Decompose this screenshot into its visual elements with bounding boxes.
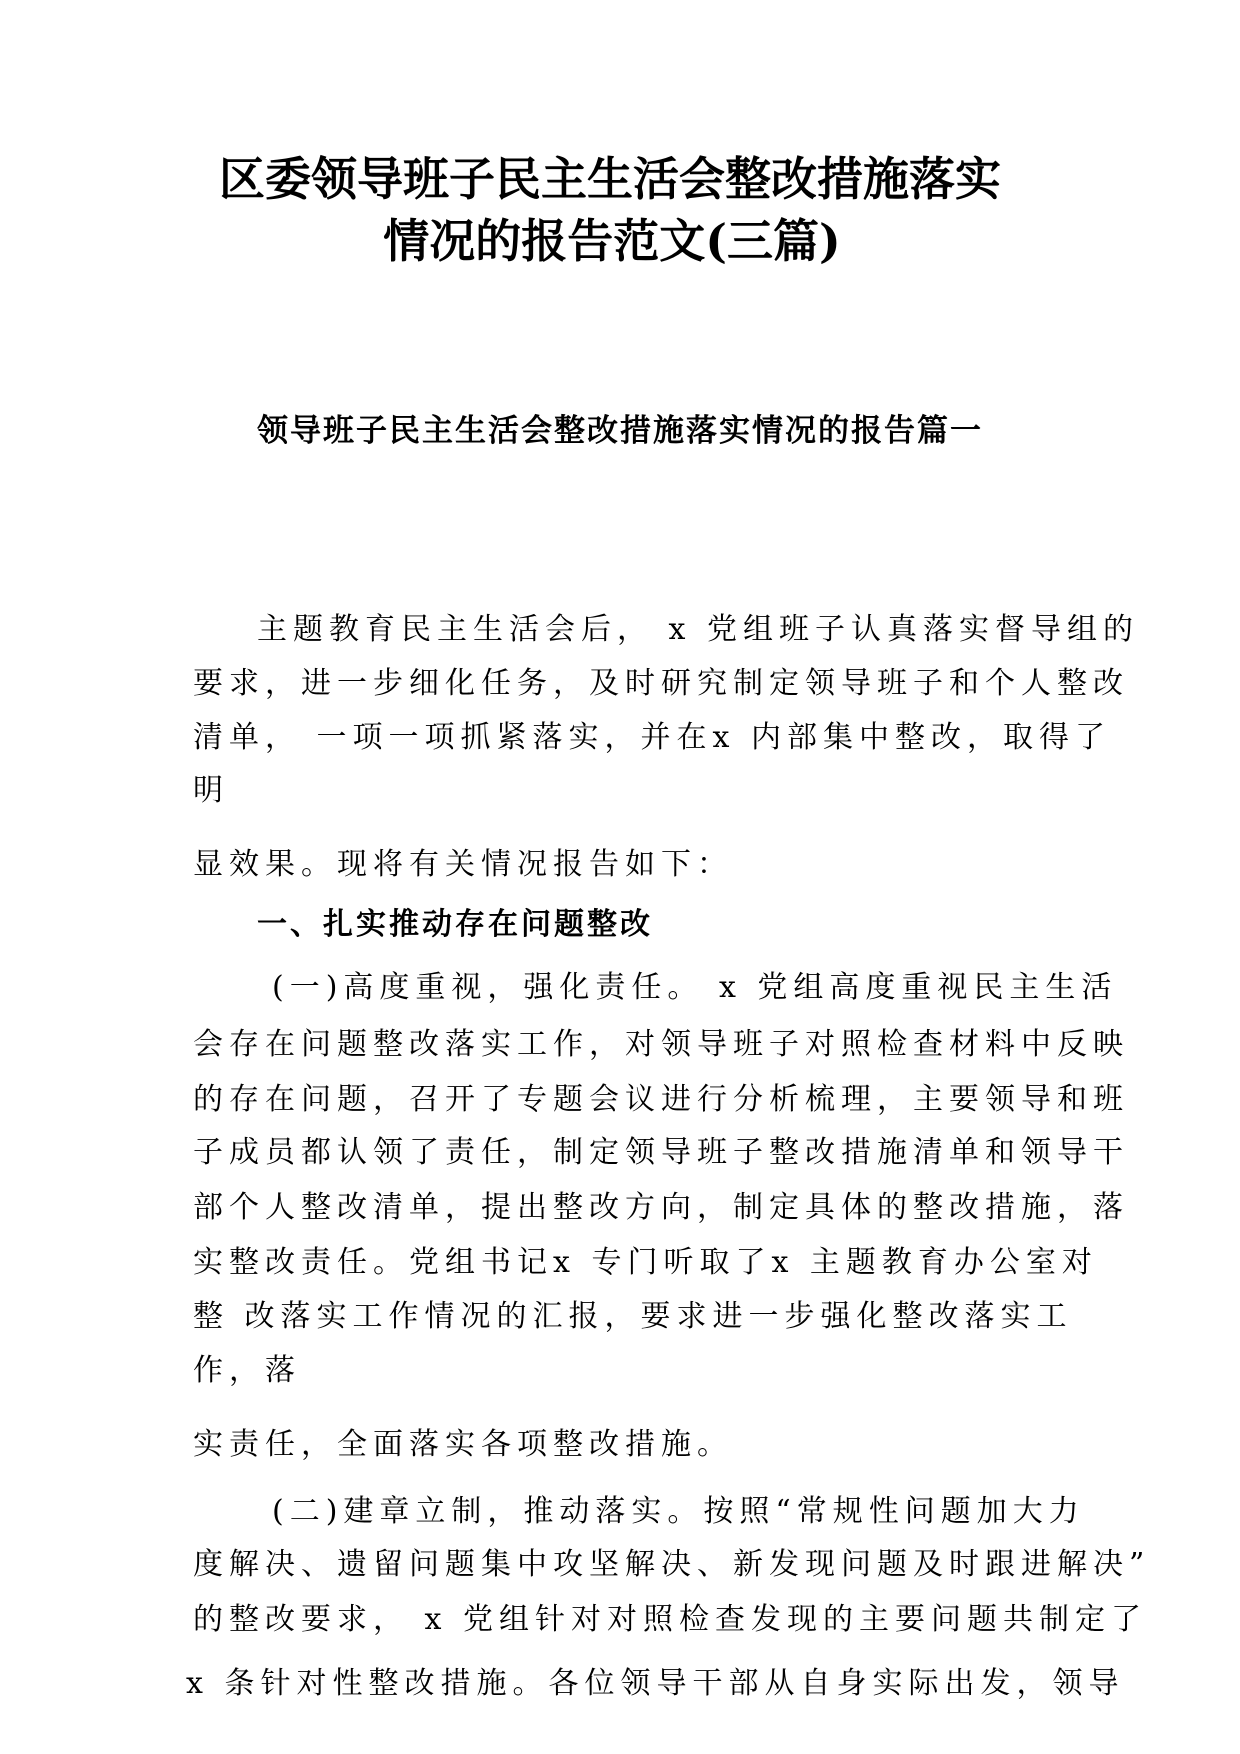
- body-line: 要求，进一步细化任务，及时研究制定领导班子和个人整改: [193, 666, 1129, 701]
- body-line: 作，落: [193, 1353, 301, 1388]
- body-line: 明: [193, 773, 229, 808]
- body-line: 整 改落实工作情况的汇报，要求进一步强化整改落实工: [193, 1299, 1073, 1334]
- body-line: x 条针对性整改措施。各位领导干部从自身实际出发，领导: [186, 1666, 1125, 1701]
- document-title-line-2: 情况的报告范文(三篇): [383, 214, 841, 268]
- body-line: 清单， 一项一项抓紧落实，并在x 内部集中整改，取得了: [193, 720, 1111, 755]
- body-line: (二)建章立制，推动落实。按照“常规性问题加大力: [272, 1494, 1085, 1529]
- body-line: 的存在问题，召开了专题会议进行分析梳理，主要领导和班: [193, 1082, 1129, 1117]
- body-line: 度解决、遗留问题集中攻坚解决、新发现问题及时跟进解决”: [193, 1547, 1151, 1582]
- body-line: 显效果。现将有关情况报告如下：: [193, 847, 733, 882]
- document-title-line-1: 区委领导班子民主生活会整改措施落实: [219, 152, 1001, 206]
- body-line: 的整改要求， x 党组针对对照检查发现的主要问题共制定了: [193, 1602, 1147, 1637]
- section-title: 领导班子民主生活会整改措施落实情况的报告篇一: [257, 413, 983, 449]
- body-line: 主题教育民主生活会后， x 党组班子认真落实督导组的: [257, 612, 1139, 647]
- body-line: 实责任，全面落实各项整改措施。: [193, 1427, 733, 1462]
- subsection-heading: 一、扎实推动存在问题整改: [257, 907, 653, 942]
- body-line: (一)高度重视，强化责任。 x 党组高度重视民主生活: [272, 970, 1118, 1005]
- body-line: 部个人整改清单，提出整改方向，制定具体的整改措施，落: [193, 1190, 1129, 1225]
- body-line: 子成员都认领了责任，制定领导班子整改措施清单和领导干: [193, 1135, 1129, 1170]
- body-line: 实整改责任。党组书记x 专门听取了x 主题教育办公室对: [193, 1245, 1098, 1280]
- body-line: 会存在问题整改落实工作，对领导班子对照检查材料中反映: [193, 1027, 1129, 1062]
